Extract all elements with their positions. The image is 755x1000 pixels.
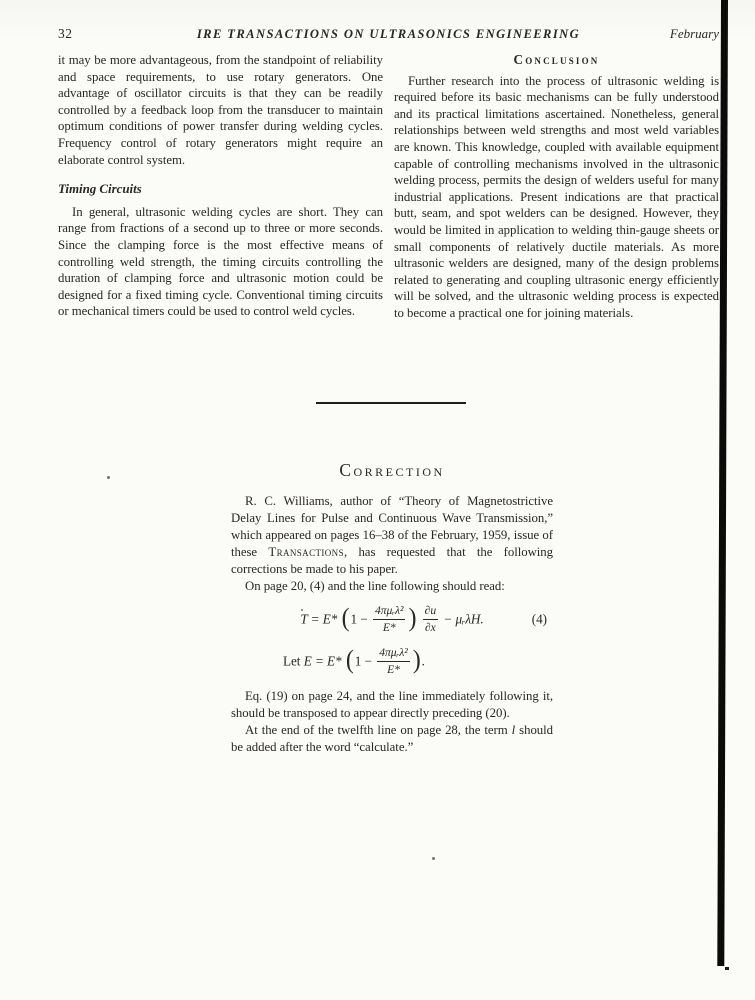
left-paragraph-2: In general, ultrasonic welding cycles are short. They can range from fractions of a second up to three or more seconds. Since the clamping force is the most effective means of controlling weld strength, the timing circuits controlling the duration of clamping force and ultrasonic motion could be designed for a fixed timing cycle. Conventional timing circuits or mechanical timers could be used to control weld cycles. — [58, 204, 383, 319]
eq5-body — [283, 645, 425, 676]
timing-circuits-heading: Timing Circuits — [58, 181, 142, 197]
conclusion-paragraph: Further research into the process of ultrasonic welding is required before its basic mechanisms can be fully understood and its practical limitations ascertained. Nonetheless, general relationships between weld strengths and most weld variables are known. This knowledge, coupled with available equipment capable of controlling mechanisms involved in the ultrasonic welding process, permits the design of welders useful for many industrial applications. Present indications are that practical butt, seam, and spot welders can be designed. However, they would be limited in application to welding thin-gauge sheets or small components of relatively ductile materials. As more ultrasonic welders are designed, many of the design problems related to generating and coupling ultrasonic energy efficiently will be solved, and the ultrasonic welding process is expected to become a practical one for joining materials. — [394, 73, 719, 320]
eq4-lhs: T = E* — [300, 611, 338, 627]
eq5-frac-numerator: 4πμᵣλ² — [377, 646, 409, 662]
section-divider-rule — [316, 402, 466, 404]
correction-section — [231, 462, 553, 756]
eq5-open-paren: ( — [345, 645, 354, 675]
page-number: 32 — [58, 26, 73, 41]
scan-speck — [432, 857, 435, 860]
equation-4 — [231, 604, 553, 635]
eq4-frac1-numerator: 4πμᵣλ² — [373, 604, 405, 620]
transactions-smallcaps: Transactions — [268, 545, 344, 559]
conclusion-heading: Conclusion — [513, 52, 600, 67]
correction-heading: Correction — [339, 460, 445, 480]
correction-paragraph-3: Eq. (19) on page 24, and the line immediately following it, should be transposed to appear directly preceding (20). — [231, 688, 553, 720]
eq4-tail: − μᵣλH. — [443, 611, 484, 627]
scan-speck — [107, 476, 110, 479]
article-body — [58, 52, 719, 322]
correction-paragraph-1 — [231, 493, 553, 578]
right-column — [394, 52, 719, 322]
equation-4-body — [300, 603, 484, 634]
eq4-number: (4) — [531, 611, 547, 627]
eq5-let-word: Let — [283, 653, 301, 669]
eq5-frac-denominator: E* — [387, 662, 400, 676]
eq4-frac2-denominator: ∂x — [425, 620, 436, 634]
scan-speck — [301, 609, 303, 611]
eq4-frac1-denominator: E* — [382, 620, 396, 634]
eq5-inner: 1 − — [354, 653, 372, 669]
correction-paragraph-2: On page 20, (4) and the line following should read: — [245, 579, 505, 593]
eq4-open-paren: ( — [341, 603, 350, 633]
eq4-fraction-2 — [423, 604, 438, 635]
eq4-fraction-1 — [373, 604, 405, 635]
eq5-close-paren: ) — [412, 645, 421, 675]
journal-title: IRE TRANSACTIONS ON ULTRASONICS ENGINEERING — [196, 27, 581, 41]
running-header — [58, 26, 719, 42]
left-paragraph-1: it may be more advantageous, from the standpoint of reliability and space requirements, to use rotary generators. One advantage of oscillator circuits is that they can be readily controlled by a feedback loop from the transducer to maintain optimum conditions of power transfer during welding cycles. Frequency control of rotary generators might require an elaborate control system. — [58, 53, 383, 167]
equation-block — [231, 604, 553, 677]
eq5-fraction — [377, 646, 409, 677]
scan-edge-artifact-tick — [725, 967, 729, 970]
eq4-frac2-numerator: ∂u — [423, 604, 438, 620]
eq4-inner: 1 − — [350, 611, 368, 627]
eq5-lhs: E = E* — [303, 653, 342, 669]
eq4-close-paren: ) — [408, 603, 417, 633]
correction-paragraph-4 — [231, 722, 553, 756]
correction-p1-text: R. C. Williams, author of “Theory of Magnetostrictive Delay Lines for Pulse and Continuous Wave Transmission,” which appeared on pages 16–38 of the February, 1959, issue of these — [231, 494, 553, 559]
left-column — [58, 52, 383, 322]
term-l-variable: l — [511, 722, 516, 737]
equation-let-e — [231, 646, 553, 677]
correction-p4-text-end: should be added after the word “calculate.” — [231, 722, 553, 754]
correction-p4-text: At the end of the twelfth line on page 28, the term — [245, 722, 512, 737]
issue-month: February — [669, 26, 719, 41]
eq5-tail: . — [421, 653, 425, 669]
correction-p1-text-end: , has requested that the following corrections be made to his paper. — [231, 545, 553, 576]
